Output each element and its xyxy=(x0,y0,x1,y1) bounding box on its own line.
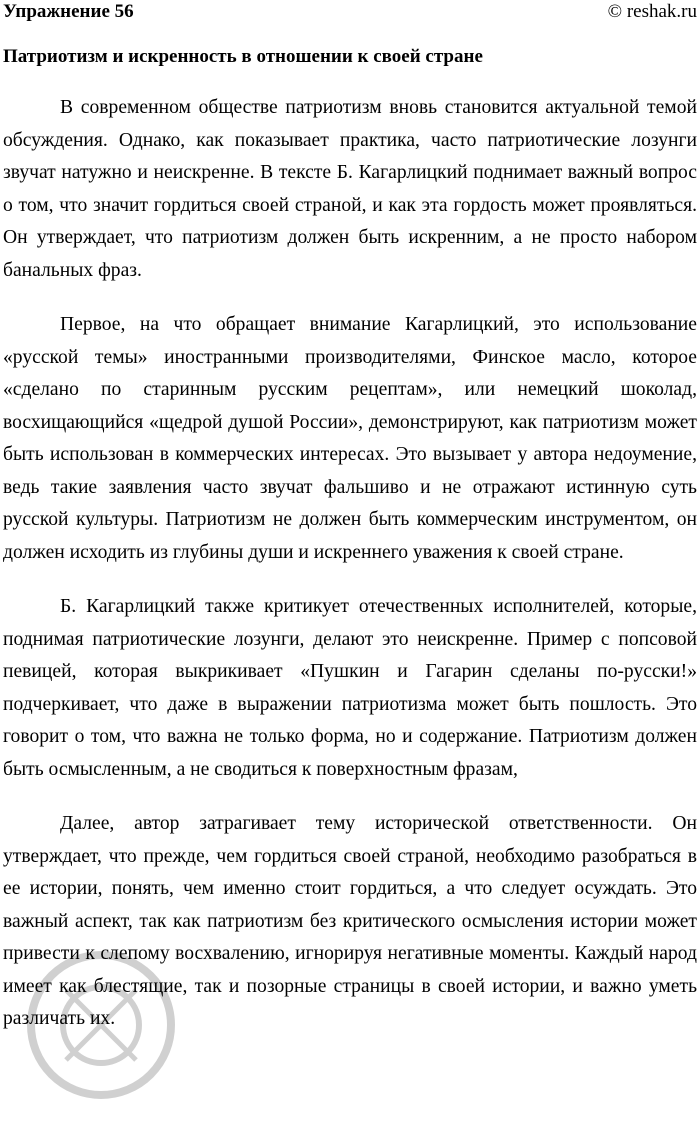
body-paragraph-3: Б. Кагарлицкий также критикует отечественных исполнителей, которые, поднимая патриотические лозунги, делают это неискренне. Пример с попсовой певицей, которая выкрикивает «Пушкин и Гагарин сделаны по-русски!» подчеркивает, что даже в выражении патриотизма может быть пошлость. Это говорит о том, что важна не только форма, но и содержание. Патриотизм должен быть осмысленным, а не сводиться к поверхностным фразам, xyxy=(3,596,697,780)
body-paragraph-4: Далее, автор затрагивает тему исторической ответственности. Он утверждает, что прежде, чем гордиться своей страной, необходимо разобраться в ее истории, понять, чем именно стоит гордиться, а что следует осуждать. Это важный аспект, так как патриотизм без критического осмысления истории может привести к слепому восхвалению, игнорируя негативные моменты. Каждый народ имеет как блестящие, так и позорные страницы в своей истории, и важно уметь различать их. xyxy=(3,813,697,1029)
page-header xyxy=(3,0,697,24)
document-title: Патриотизм и искренность в отношении к своей стране xyxy=(3,46,483,67)
body-paragraph-1: В современном обществе патриотизм вновь становится актуальной темой обсуждения. Однако, как показывает практика, часто патриотические лозунги звучат натужно и неискренне. В тексте Б. Кагарлицкий поднимает важный вопрос о том, что значит гордиться своей страной, и как эта гордость может проявляться. Он утверждает, что патриотизм должен быть искренним, а не просто набором банальных фраз. xyxy=(3,97,697,281)
site-copyright-mark: © reshak.ru xyxy=(607,1,697,22)
body-paragraph-2: Первое, на что обращает внимание Кагарлицкий, это использование «русской темы» иностранными производителями, Финское масло, которое «сделано по старинным русским рецептам», или немецкий шоколад, восхищающийся «щедрой душой России», демонстрируют, как патриотизм может быть использован в коммерческих интересах. Это вызывает у автора недоумение, ведь такие заявления часто звучат фальшиво и не отражают истинную суть русской культуры. Патриотизм не должен быть коммерческим инструментом, он должен исходить из глубины души и искреннего уважения к своей стране. xyxy=(3,314,697,563)
exercise-title: Упражнение 56 xyxy=(3,1,134,22)
